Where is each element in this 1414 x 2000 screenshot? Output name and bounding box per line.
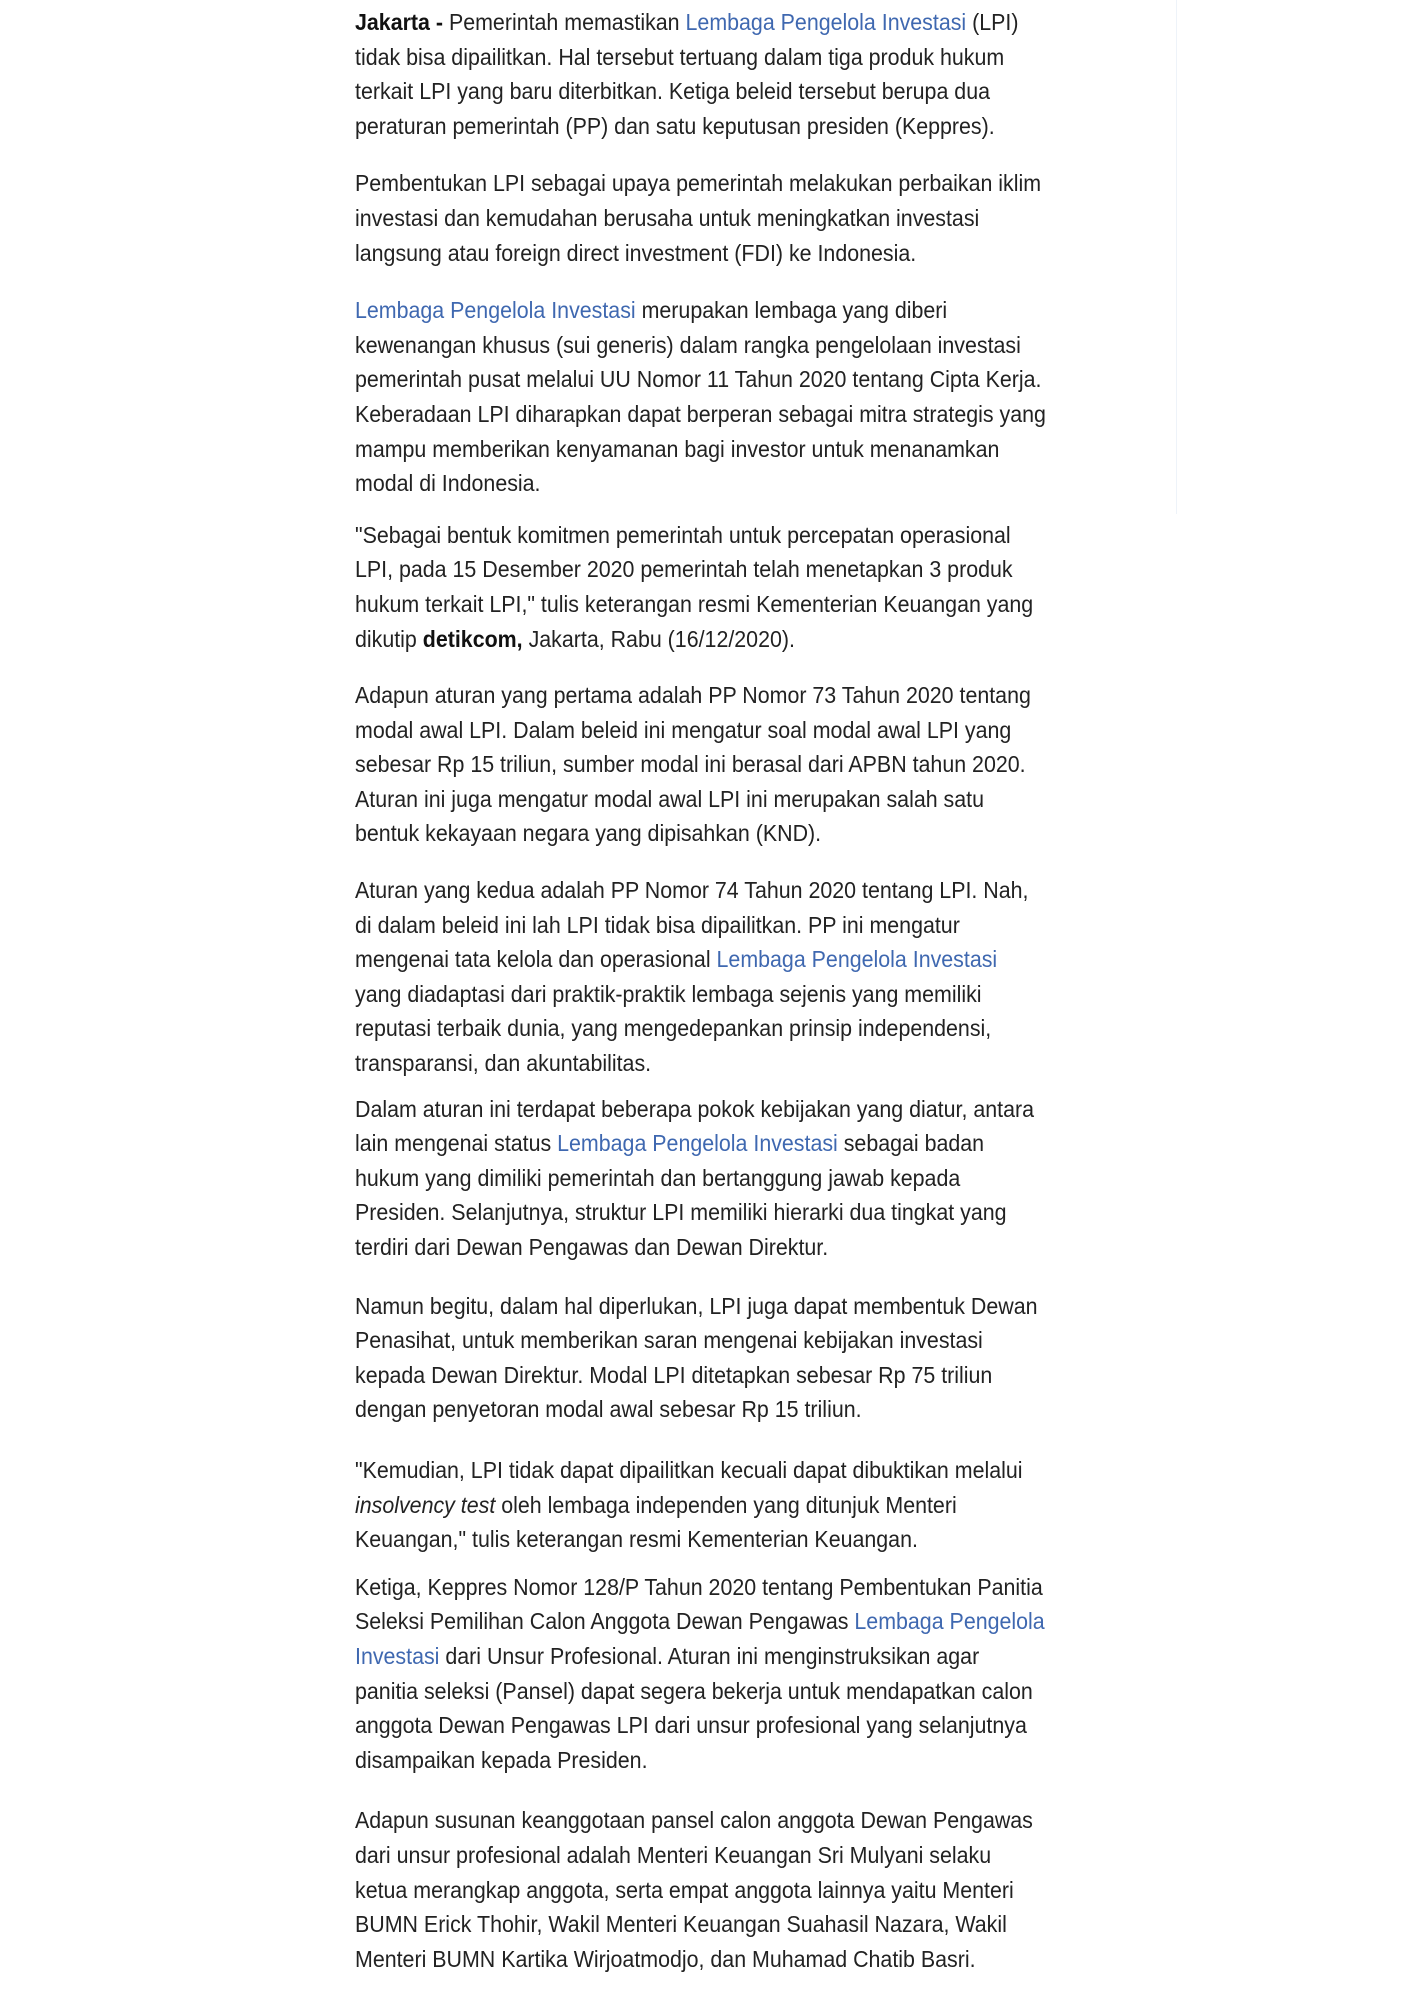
- body-text: dari Unsur Profesional. Aturan ini menginstruksikan agar: [439, 1642, 980, 1669]
- bold-text: detikcom,: [422, 625, 523, 652]
- paragraph-line: [355, 166, 1118, 201]
- paragraph-line: [355, 873, 1118, 908]
- body-text: ketua merangkap anggota, serta empat anggota lainnya yaitu Menteri: [355, 1876, 1014, 1903]
- body-text: Keuangan," tulis keterangan resmi Kementerian Keuangan.: [355, 1526, 918, 1553]
- body-text: terkait LPI yang baru diterbitkan. Ketiga beleid tersebut berupa dua: [355, 78, 990, 105]
- body-text: "Sebagai bentuk komitmen pemerintah untuk percepatan operasional: [355, 521, 1011, 548]
- article-paragraph: [355, 678, 1118, 851]
- italic-text: insolvency test: [355, 1491, 496, 1518]
- article-paragraph: [355, 166, 1118, 270]
- article-paragraph: [355, 1570, 1118, 1778]
- paragraph-line: [355, 1092, 1118, 1127]
- content-divider: [1176, 0, 1177, 514]
- paragraph-line: [355, 942, 1118, 977]
- body-text: langsung atau foreign direct investment (FDI) ke Indonesia.: [355, 239, 917, 266]
- paragraph-line: [355, 109, 1118, 144]
- body-text: Menteri BUMN Kartika Wirjoatmodjo, dan Muhamad Chatib Basri.: [355, 1945, 976, 1972]
- body-text: Ketiga, Keppres Nomor 128/P Tahun 2020 tentang Pembentukan Panitia: [355, 1573, 1043, 1600]
- paragraph-line: [355, 1488, 1118, 1523]
- paragraph-line: [355, 40, 1118, 75]
- paragraph-line: [355, 1942, 1118, 1977]
- body-text: terdiri dari Dewan Pengawas dan Dewan Direktur.: [355, 1234, 829, 1260]
- body-text: Pemerintah memastikan: [443, 9, 686, 35]
- body-text: anggota Dewan Pengawas LPI dari unsur profesional yang selanjutnya: [355, 1712, 1027, 1739]
- paragraph-line: [355, 1674, 1118, 1709]
- body-text: panitia seleksi (Pansel) dapat segera bekerja untuk mendapatkan calon: [355, 1677, 1033, 1704]
- body-text: tidak bisa dipailitkan. Hal tersebut tertuang dalam tiga produk hukum: [355, 43, 1005, 70]
- body-text: (LPI): [966, 9, 1019, 35]
- body-text: Aturan ini juga mengatur modal awal LPI ini merupakan salah satu: [355, 785, 984, 812]
- body-text: dikutip: [355, 625, 423, 652]
- paragraph-line: [355, 5, 1118, 40]
- paragraph-line: [355, 816, 1118, 851]
- paragraph-line: [355, 1743, 1118, 1778]
- body-text: Seleksi Pemilihan Calon Anggota Dewan Pengawas: [355, 1608, 855, 1635]
- paragraph-line: [355, 466, 1118, 501]
- body-text: mengenai tata kelola dan operasional: [355, 946, 717, 973]
- article-paragraph: [355, 5, 1118, 143]
- body-text: merupakan lembaga yang diberi: [635, 297, 948, 324]
- article-paragraph: [355, 518, 1118, 656]
- body-text: lain mengenai status: [355, 1130, 558, 1157]
- paragraph-line: [355, 1161, 1118, 1196]
- paragraph-line: [355, 1570, 1118, 1605]
- paragraph-line: [355, 908, 1118, 943]
- body-text: Dalam aturan ini terdapat beberapa pokok kebijakan yang diatur, antara: [355, 1095, 1034, 1122]
- lpi-link[interactable]: Lembaga Pengelola Investasi: [355, 297, 636, 324]
- paragraph-line: [355, 1873, 1118, 1908]
- body-text: sebesar Rp 15 triliun, sumber modal ini berasal dari APBN tahun 2020.: [355, 751, 1026, 778]
- paragraph-line: [355, 1453, 1118, 1488]
- paragraph-line: [355, 397, 1118, 432]
- paragraph-line: [355, 1358, 1118, 1393]
- paragraph-line: [355, 1639, 1118, 1674]
- body-text: hukum yang dimiliki pemerintah dan bertanggung jawab kepada: [355, 1164, 961, 1191]
- paragraph-line: [355, 747, 1118, 782]
- body-text: Penasihat, untuk memberikan saran mengenai kebijakan investasi: [355, 1327, 983, 1354]
- body-text: Aturan yang kedua adalah PP Nomor 74 Tahun 2020 tentang LPI. Nah,: [355, 877, 1029, 904]
- body-text: transparansi, dan akuntabilitas.: [355, 1050, 652, 1077]
- body-text: oleh lembaga independen yang ditunjuk Menteri: [495, 1491, 957, 1518]
- body-text: mampu memberikan kenyamanan bagi investor untuk menanamkan: [355, 435, 1000, 462]
- body-text: hukum terkait LPI," tulis keterangan resmi Kementerian Keuangan yang: [355, 590, 1034, 617]
- body-text: Namun begitu, dalam hal diperlukan, LPI juga dapat membentuk Dewan: [355, 1292, 1038, 1319]
- paragraph-line: [355, 1046, 1118, 1081]
- paragraph-line: [355, 552, 1118, 587]
- body-text: Presiden. Selanjutnya, struktur LPI memiliki hierarki dua tingkat yang: [355, 1199, 1007, 1226]
- paragraph-line: [355, 518, 1118, 553]
- paragraph-line: [355, 1522, 1118, 1557]
- paragraph-line: [355, 1011, 1118, 1046]
- body-text: yang diadaptasi dari praktik-praktik lembaga sejenis yang memiliki: [355, 980, 982, 1007]
- body-text: kewenangan khusus (sui generis) dalam rangka pengelolaan investasi: [355, 331, 1021, 358]
- body-text: reputasi terbaik dunia, yang mengedepankan prinsip independensi,: [355, 1015, 992, 1042]
- paragraph-line: [355, 977, 1118, 1012]
- body-text: Keberadaan LPI diharapkan dapat berperan sebagai mitra strategis yang: [355, 400, 1046, 427]
- paragraph-line: [355, 1323, 1118, 1358]
- article-paragraph: [355, 1453, 1118, 1557]
- lpi-link[interactable]: Lembaga Pengelola Investasi: [557, 1130, 838, 1157]
- body-text: Jakarta, Rabu (16/12/2020).: [522, 625, 795, 652]
- article-paragraph: [355, 873, 1118, 1081]
- body-text: bentuk kekayaan negara yang dipisahkan (KND).: [355, 820, 822, 847]
- lpi-link[interactable]: Lembaga Pengelola Investasi: [685, 9, 967, 35]
- body-text: di dalam beleid ini lah LPI tidak bisa dipailitkan. PP ini mengatur: [355, 911, 960, 938]
- body-text: sebagai badan: [837, 1130, 985, 1157]
- article-body: [355, 5, 1118, 1976]
- body-text: kepada Dewan Direktur. Modal LPI ditetapkan sebesar Rp 75 triliun: [355, 1361, 993, 1388]
- body-text: pemerintah pusat melalui UU Nomor 11 Tahun 2020 tentang Cipta Kerja.: [355, 366, 1042, 393]
- paragraph-line: [355, 782, 1118, 817]
- body-text: Adapun susunan keanggotaan pansel calon anggota Dewan Pengawas: [355, 1807, 1033, 1834]
- paragraph-line: [355, 432, 1118, 467]
- paragraph-line: [355, 1392, 1118, 1427]
- paragraph-line: [355, 622, 1118, 657]
- paragraph-line: [355, 1230, 1118, 1265]
- body-text: "Kemudian, LPI tidak dapat dipailitkan kecuali dapat dibuktikan melalui: [355, 1456, 1023, 1483]
- body-text: Pembentukan LPI sebagai upaya pemerintah melakukan perbaikan iklim: [355, 170, 1042, 197]
- body-text: modal awal LPI. Dalam beleid ini mengatur soal modal awal LPI yang: [355, 716, 1012, 743]
- paragraph-line: [355, 1838, 1118, 1873]
- lpi-link[interactable]: Lembaga Pengelola Investasi: [716, 946, 998, 973]
- paragraph-line: [355, 1126, 1118, 1161]
- paragraph-line: [355, 328, 1118, 363]
- paragraph-line: [355, 678, 1118, 713]
- paragraph-line: [355, 236, 1118, 271]
- paragraph-line: [355, 1289, 1118, 1324]
- paragraph-line: [355, 587, 1118, 622]
- paragraph-line: [355, 74, 1118, 109]
- paragraph-line: [355, 293, 1118, 328]
- paragraph-line: [355, 362, 1118, 397]
- paragraph-line: [355, 1907, 1118, 1942]
- article-paragraph: [355, 293, 1118, 501]
- body-text: BUMN Erick Thohir, Wakil Menteri Keuangan Suahasil Nazara, Wakil: [355, 1911, 1007, 1938]
- body-text: investasi dan kemudahan berusaha untuk meningkatkan investasi: [355, 204, 980, 231]
- article-paragraph: [355, 1092, 1118, 1265]
- paragraph-line: [355, 201, 1118, 236]
- body-text: Adapun aturan yang pertama adalah PP Nomor 73 Tahun 2020 tentang: [355, 682, 1031, 709]
- paragraph-line: [355, 1604, 1118, 1639]
- body-text: LPI, pada 15 Desember 2020 pemerintah telah menetapkan 3 produk: [355, 556, 1013, 583]
- paragraph-line: [355, 1195, 1118, 1230]
- bold-text: Jakarta -: [355, 9, 444, 35]
- paragraph-line: [355, 713, 1118, 748]
- article-paragraph: [355, 1803, 1118, 1976]
- paragraph-line: [355, 1708, 1118, 1743]
- article-paragraph: [355, 1289, 1118, 1427]
- body-text: dengan penyetoran modal awal sebesar Rp 15 triliun.: [355, 1396, 862, 1423]
- body-text: modal di Indonesia.: [355, 470, 541, 497]
- body-text: peraturan pemerintah (PP) dan satu keputusan presiden (Keppres).: [355, 112, 995, 139]
- paragraph-line: [355, 1803, 1118, 1838]
- lpi-link[interactable]: Investasi: [355, 1642, 440, 1669]
- body-text: disampaikan kepada Presiden.: [355, 1746, 648, 1773]
- body-text: dari unsur profesional adalah Menteri Keuangan Sri Mulyani selaku: [355, 1841, 992, 1868]
- lpi-link[interactable]: Lembaga Pengelola: [854, 1608, 1045, 1635]
